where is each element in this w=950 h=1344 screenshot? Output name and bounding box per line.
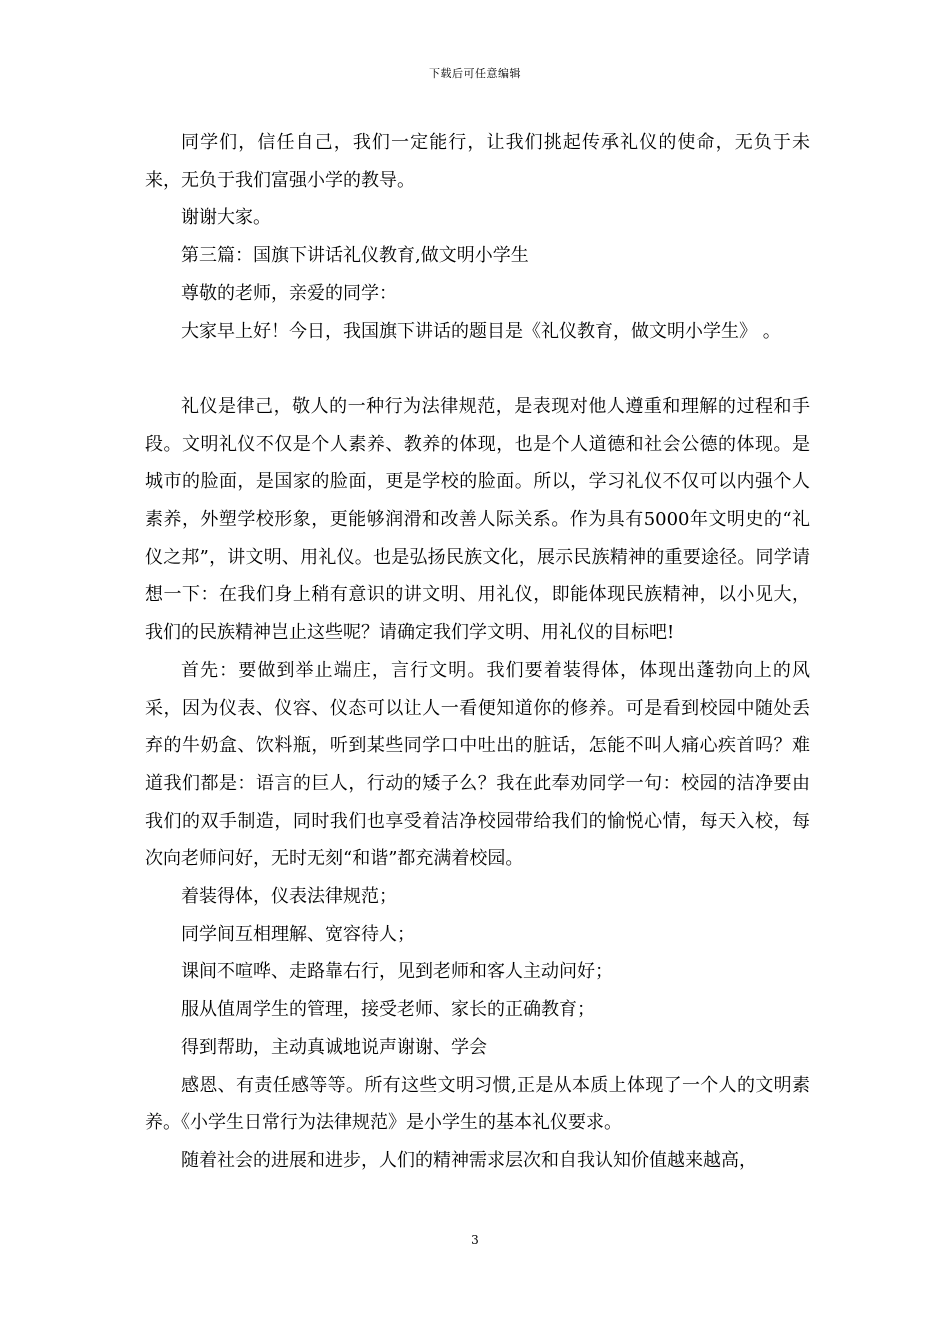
list-item: 同学间互相理解、宽容待人；: [181, 923, 415, 945]
page-header: 下载后可任意编辑: [429, 67, 521, 80]
section-title: 第三篇：国旗下讲话礼仪教育,做文明小学生: [181, 245, 529, 267]
list-item: 课间不喧哗、走路靠右行，见到老师和客人主动问好；: [181, 961, 613, 983]
paragraph-greeting: 大家早上好！今日，我国旗下讲话的题目是《礼仪教育，做文明小学生》 。: [181, 320, 781, 342]
blank-line: [145, 350, 810, 388]
paragraph-society-progress: 随着社会的进展和进步，人们的精神需求层次和自我认知价值越来越高，: [181, 1149, 757, 1171]
paragraph-etiquette-definition: 礼仪是律己，敬人的一种行为法律规范，是表现对他人遵重和理解的过程和手段。文明礼仪不仅是个人素养、教养的体现，也是个人道德和社会公德的体现。是城市的脸面，是国家的脸面，更是学校的脸面。所以，学习礼仪不仅可以内强个人素养，外塑学校形象，更能够润滑和改善人际关系。作为具有5000年文明史的“礼仪之邦”，讲文明、用礼仪。也是弘扬民族文化，展示民族精神的重要途径。同学请想一下：在我们身上稍有意识的讲文明、用礼仪，即能体现民族精神，以小见大，我们的民族精神岂止这些呢？请确定我们学文明、用礼仪的目标吧!: [145, 395, 810, 644]
paragraph-gratitude: 感恩、有责任感等等。所有这些文明习惯,正是从本质上体现了一个人的文明素养。《小学生日常行为法律规范》是小学生的基本礼仪要求。: [145, 1074, 810, 1134]
list-item: 得到帮助，主动真诚地说声谢谢、学会: [181, 1036, 487, 1058]
paragraph-thanks: 谢谢大家。: [181, 207, 271, 229]
list-item: 服从值周学生的管理，接受老师、家长的正确教育；: [181, 999, 595, 1021]
paragraph-closing-appeal: 同学们，信任自己，我们一定能行，让我们挑起传承礼仪的使命，无负于未来，无负于我们富强小学的教导。: [145, 132, 810, 191]
page-number: 3: [471, 1233, 479, 1247]
paragraph-salutation: 尊敬的老师，亲爱的同学：: [181, 282, 397, 304]
paragraph-first-point: 首先：要做到举止端庄，言行文明。我们要着装得体，体现出蓬勃向上的风采，因为仪表、仪容、仪态可以让人一看便知道你的修养。可是看到校园中随处丢弃的牛奶盒、饮料瓶，听到某些同学口中吐出的脏话，怎能不叫人痛心疾首吗？难道我们都是：语言的巨人，行动的矮子么？我在此奉劝同学一句：校园的洁净要由我们的双手制造，同时我们也享受着洁净校园带给我们的愉悦心情，每天入校，每次向老师问好，无时无刻“和谐”都充满着校园。: [145, 659, 810, 870]
document-body: [145, 124, 810, 1180]
list-item: 着装得体，仪表法律规范；: [181, 886, 397, 908]
